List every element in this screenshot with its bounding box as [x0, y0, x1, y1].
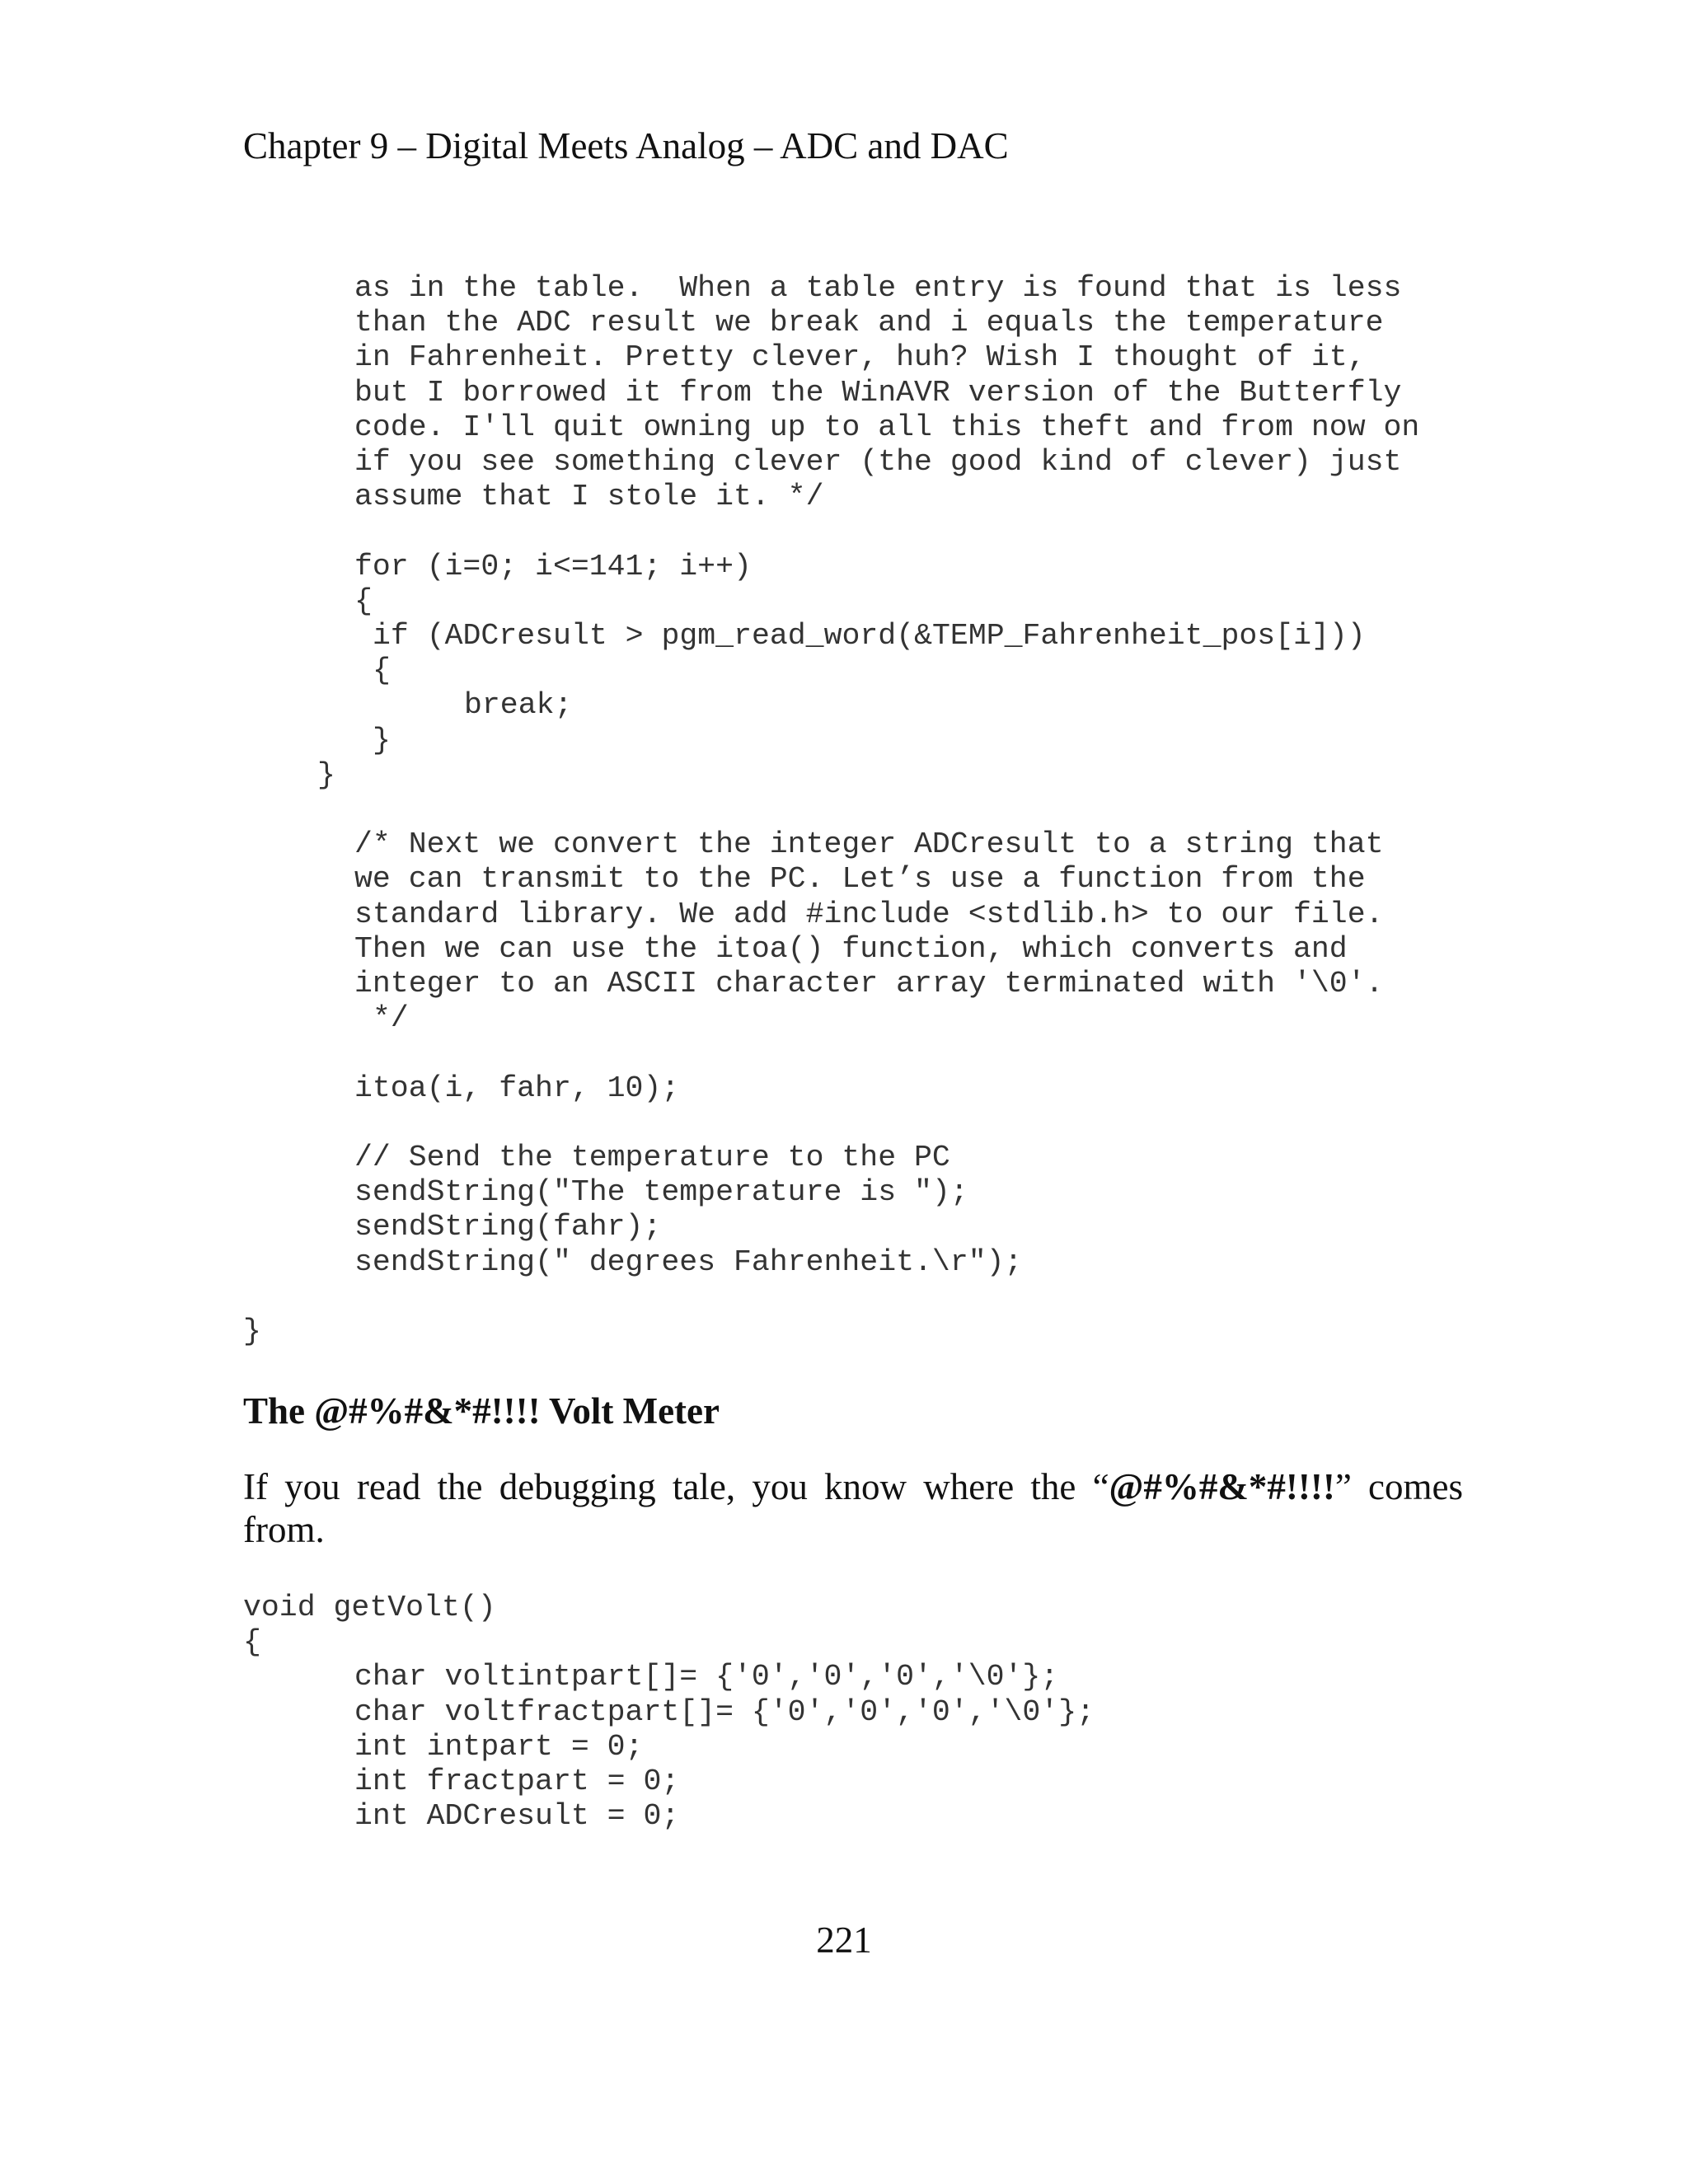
page-header: Chapter 9 – Digital Meets Analog – ADC and DAC — [243, 125, 1009, 166]
code-line: { — [373, 654, 391, 688]
code-line: we can transmit to the PC. Let’s use a function from the — [354, 862, 1366, 897]
paragraph-text-end: ” comes from. — [243, 1466, 1463, 1550]
code-line: itoa(i, fahr, 10); — [354, 1071, 680, 1105]
page-number: 221 — [816, 1919, 872, 1961]
code-line: assume that I stole it. */ — [354, 480, 824, 514]
code-line: standard library. We add #include <stdlib.h> to our file. — [354, 897, 1384, 931]
code-line: void getVolt() — [243, 1591, 496, 1624]
code-line: // Send the temperature to the PC — [354, 1141, 950, 1174]
code-line: */ — [373, 1001, 409, 1036]
code-line: char voltfractpart[]= {'0','0','0','\0'}; — [354, 1694, 1095, 1729]
code-line: { — [354, 583, 373, 618]
code-line: char voltintpart[]= {'0','0','0','\0'}; — [354, 1660, 1059, 1694]
paragraph-bold-expletive: @#%#&*#!!!! — [1109, 1466, 1335, 1507]
code-line: for (i=0; i<=141; i++) — [354, 549, 752, 583]
code-line: in Fahrenheit. Pretty clever, huh? Wish I thought of it, — [354, 340, 1366, 375]
code-line: { — [243, 1625, 261, 1660]
code-line: integer to an ASCII character array terminated with '\0'. — [354, 967, 1384, 1001]
code-line: break; — [464, 688, 573, 723]
code-line: as in the table. When a table entry is found that is less — [354, 271, 1402, 305]
code-line: int fractpart = 0; — [354, 1765, 680, 1798]
code-line: } — [243, 1315, 261, 1348]
code-line: if you see something clever (the good kind of clever) just — [354, 445, 1402, 479]
code-line: code. I'll quit owning up to all this theft and from now on — [354, 410, 1420, 444]
code-line: int ADCresult = 0; — [354, 1799, 680, 1834]
code-line: Then we can use the itoa() function, which converts and — [354, 931, 1348, 966]
code-line: /* Next we convert the integer ADCresult to a string that — [354, 827, 1384, 862]
code-line: than the ADC result we break and i equals the temperature — [354, 306, 1384, 340]
code-line: sendString(fahr); — [354, 1210, 662, 1244]
code-line: int intpart = 0; — [354, 1729, 644, 1764]
code-line: sendString("The temperature is "); — [354, 1175, 968, 1210]
code-line: } — [317, 757, 335, 792]
code-line: but I borrowed it from the WinAVR version of the Butterfly — [354, 375, 1402, 410]
code-line: sendString(" degrees Fahrenheit.\r"); — [354, 1244, 1023, 1279]
code-line: } — [373, 723, 391, 757]
code-line: if (ADCresult > pgm_read_word(&TEMP_Fahrenheit_pos[i])) — [373, 619, 1366, 653]
intro-paragraph — [243, 1465, 1463, 1551]
section-heading: The @#%#&*#!!!! Volt Meter — [243, 1390, 720, 1432]
paragraph-text-start: If you read the debugging tale, you know where the “ — [243, 1466, 1109, 1507]
